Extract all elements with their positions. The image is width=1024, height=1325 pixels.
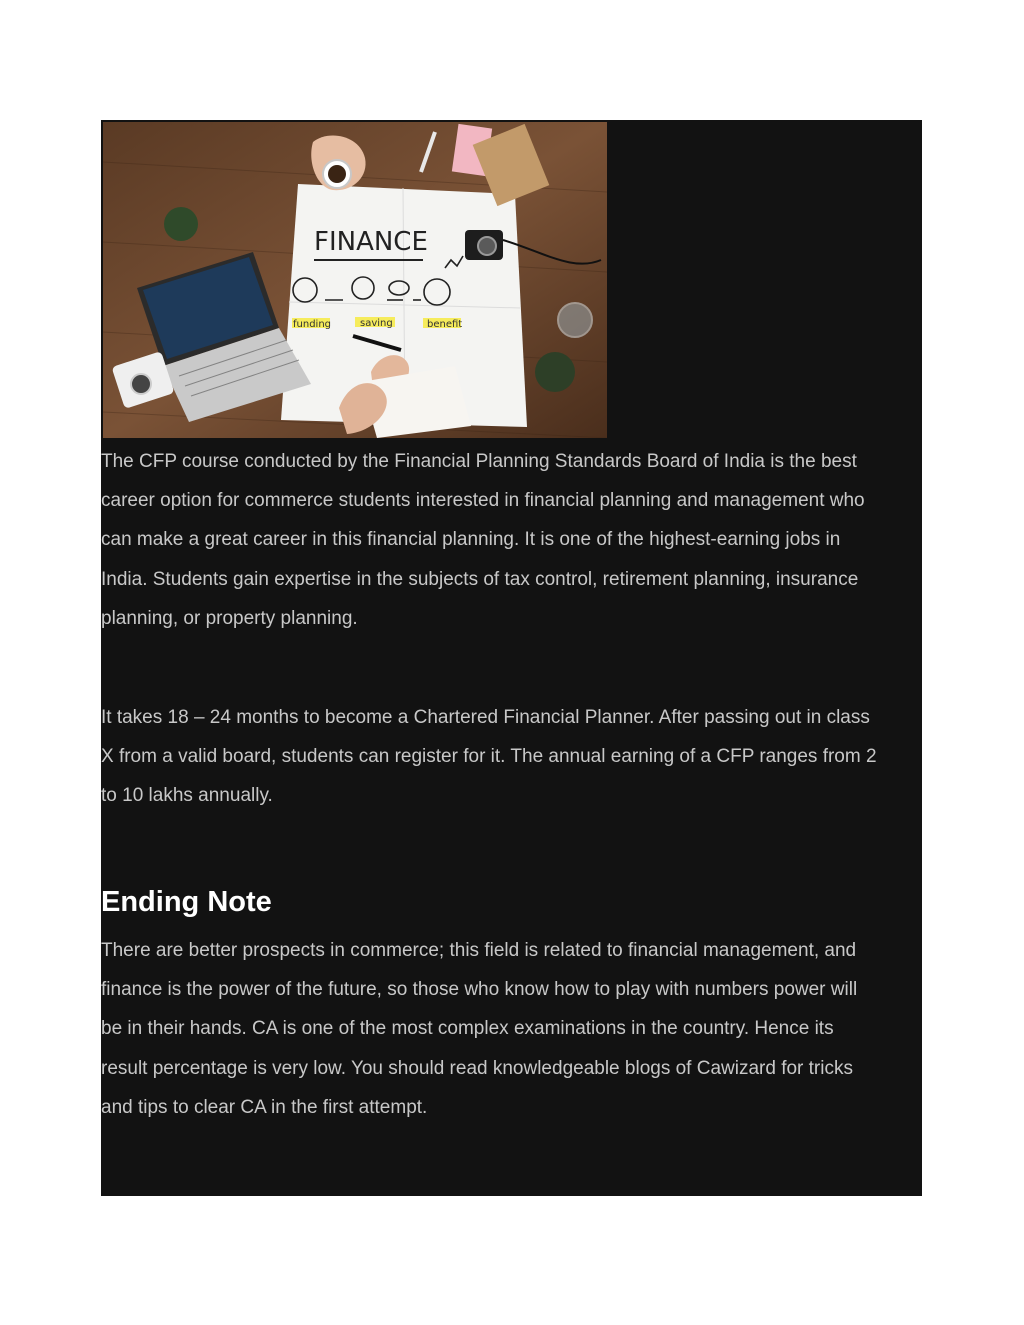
poster-label-benefit: benefit <box>427 319 463 330</box>
finance-photo <box>103 122 607 438</box>
content-panel <box>101 120 922 1196</box>
paragraph-cfp-course: The CFP course conducted by the Financial Planning Standards Board of India is the best career option for commerce students interested in financial planning and management who can make a great career in this financial planning. It is one of the highest-earning jobs in India. Students gain expertise in the subjects of tax control, retirement planning, insurance planning, or property planning. <box>101 451 865 629</box>
paragraph-cfp-duration: It takes 18 – 24 months to become a Chartered Financial Planner. After passing out in class X from a valid board, students can register for it. The annual earning of a CFP ranges from 2 to 10 lakhs annually. <box>101 707 877 807</box>
poster-title: FINANCE <box>314 227 428 257</box>
ending-note-heading: Ending Note <box>101 886 272 918</box>
poster-label-saving: saving <box>360 318 393 329</box>
paragraph-ending-note: There are better prospects in commerce; this field is related to financial management, and finance is the power of the future, so those who know how to play with numbers power will be in their hands. CA is one of the most complex examinations in the country. Hence its result percentage is very low. You should read knowledgeable blogs of Cawizard for tricks and tips to clear CA in the first attempt. <box>101 940 858 1118</box>
poster-label-funding: funding <box>293 319 332 330</box>
